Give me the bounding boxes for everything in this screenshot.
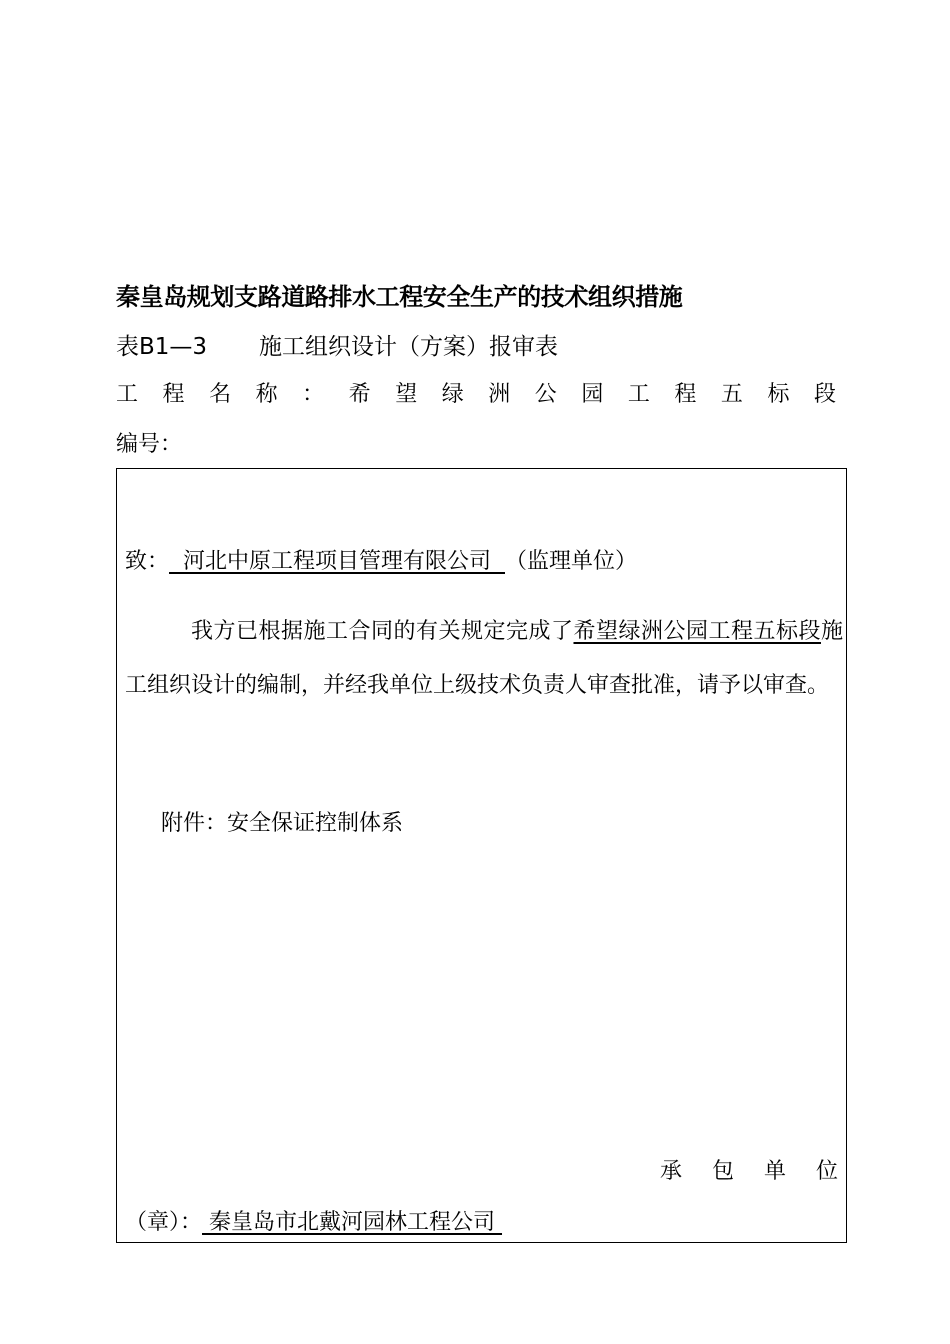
request-text-part2: 施工组织设计的编制，并经我单位上级技术负责人审查批准，请予以审查。 <box>125 619 843 698</box>
project-char: 五 <box>720 382 743 407</box>
contractor-char: 包 <box>711 1159 734 1184</box>
contractor-char: 承 <box>660 1159 683 1184</box>
addressee-suffix: （监理单位） <box>505 549 638 574</box>
form-name: 施工组织设计（方案）报审表 <box>259 334 559 360</box>
project-name-line <box>116 378 836 412</box>
project-char: 工 <box>116 382 139 407</box>
number-label: 编号： <box>116 432 183 457</box>
form-box <box>116 468 847 1243</box>
form-code: 表B1—3 <box>116 334 208 360</box>
project-char: 望 <box>395 382 418 407</box>
contractor-name: 秦皇岛市北戴河园林工程公司 <box>202 1210 503 1235</box>
contractor-label <box>660 1155 838 1189</box>
document-title: 秦皇岛规划支路道路排水工程安全生产的技术组织措施 <box>116 283 683 311</box>
project-char: 希 <box>348 382 371 407</box>
project-char: 程 <box>162 382 185 407</box>
addressee-prefix: 致： <box>125 549 170 574</box>
contractor-char: 单 <box>763 1159 786 1184</box>
project-char: 标 <box>767 382 790 407</box>
form-heading <box>116 330 558 364</box>
project-char: 工 <box>627 382 650 407</box>
project-char: 称 <box>255 382 278 407</box>
supervision-unit-name: 河北中原工程项目管理有限公司 <box>169 549 505 574</box>
project-char: 段 <box>813 382 836 407</box>
seal-line <box>125 1206 502 1240</box>
seal-prefix: （章）： <box>125 1210 203 1235</box>
request-text-part1: 我方已根据施工合同的有关规定完成了 <box>191 619 574 644</box>
project-char: 程 <box>674 382 697 407</box>
project-char: 洲 <box>488 382 511 407</box>
project-char: 绿 <box>441 382 464 407</box>
project-char: 名 <box>209 382 232 407</box>
contractor-char: 位 <box>815 1159 838 1184</box>
project-char: 园 <box>581 382 604 407</box>
attachment-line: 附件：安全保证控制体系 <box>161 811 404 836</box>
project-char: 公 <box>534 382 557 407</box>
project-char: ： <box>302 382 325 407</box>
request-project-name: 希望绿洲公园工程五标段 <box>573 619 821 644</box>
addressee-line <box>125 545 637 579</box>
request-paragraph <box>125 605 843 713</box>
